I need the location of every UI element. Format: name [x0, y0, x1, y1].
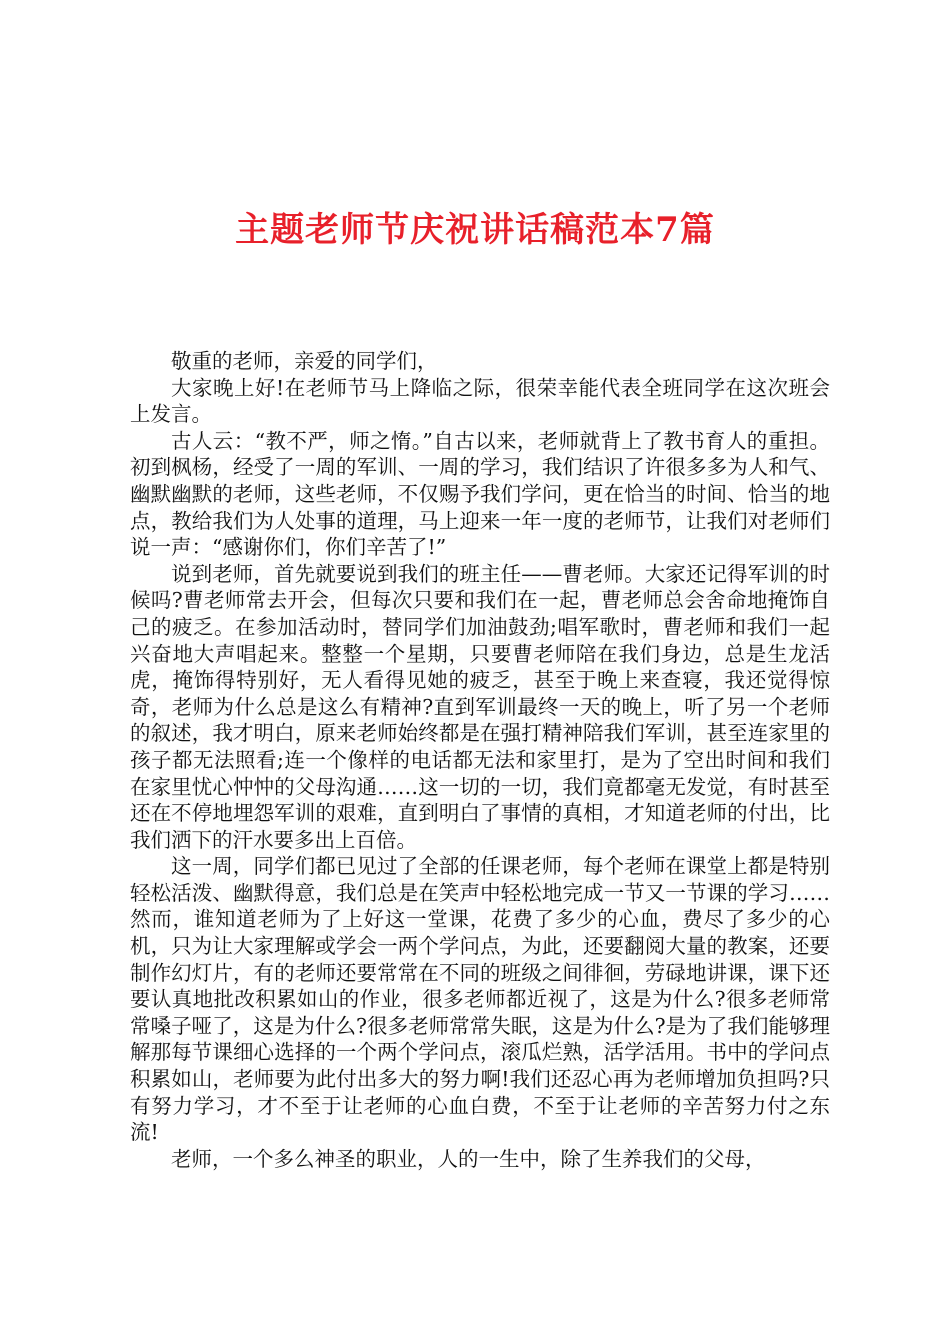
paragraph-ancient-saying: 古人云：“教不严，师之惰。”自古以来，老师就背上了教书育人的重担。初到枫杨，经受了一周的军训、一周的学习，我们结识了许很多多为人和气、幽默幽默的老师，这些老师，不仅赐予我们学问，更在恰当的时间、恰当的地点，教给我们为人处事的道理，马上迎来一年一度的老师节，让我们对老师们说一声：“感谢你们，你们辛苦了!” [130, 428, 830, 560]
paragraph-opening: 大家晚上好!在老师节马上降临之际，很荣幸能代表全班同学在这次班会上发言。 [130, 375, 830, 427]
paragraph-greeting: 敬重的老师，亲爱的同学们， [171, 349, 438, 373]
paragraph-closing-fragment: 老师，一个多么神圣的职业，人的一生中，除了生养我们的父母， [171, 1146, 766, 1171]
document-body [130, 348, 830, 1172]
paragraph-head-teacher: 说到老师，首先就要说到我们的班主任——曹老师。大家还记得军训的时候吗?曹老师常去开会，但每次只要和我们在一起，曹老师总会舍命地掩饰自己的疲乏。在参加活动时，替同学们加油鼓劲;唱军歌时，曹老师和我们一起兴奋地大声唱起来。整整一个星期，只要曹老师陪在我们身边，总是生龙活虎，掩饰得特别好，无人看得见她的疲乏，甚至于晚上来查寝，我还觉得惊奇，老师为什么总是这么有精神?直到军训最终一天的晚上，听了另一个老师的叙述，我才明白，原来老师始终都是在强打精神陪我们军训，甚至连家里的孩子都无法照看;连一个像样的电话都无法和家里打，是为了空出时间和我们在家里忧心忡忡的父母沟通……这一切的一切，我们竟都毫无发觉，有时甚至还在不停地埋怨军训的艰难，直到明白了事情的真相，才知道老师的付出，比我们洒下的汗水要多出上百倍。 [130, 561, 830, 852]
paragraph-subject-teachers: 这一周，同学们都已见过了全部的任课老师，每个老师在课堂上都是特别轻松活泼、幽默得意，我们总是在笑声中轻松地完成一节又一节课的学习……然而，谁知道老师为了上好这一堂课，花费了多少的心血，费尽了多少的心机，只为让大家理解或学会一两个学问点，为此，还要翻阅大量的教案，还要制作幻灯片，有的老师还要常常在不同的班级之间徘徊，劳碌地讲课，课下还要认真地批改积累如山的作业，很多老师都近视了，这是为什么?很多老师常常嗓子哑了，这是为什么?很多老师常常失眠，这是为什么?是为了我们能够理解那每节课细心选择的一个两个学问点，滚瓜烂熟，活学活用。书中的学问点积累如山，老师要为此付出多大的努力啊!我们还忍心再为老师增加负担吗?只有努力学习，才不至于让老师的心血白费，不至于让老师的辛苦努力付之东流! [130, 854, 830, 1145]
document-title: 主题老师节庆祝讲话稿范本7篇 [235, 210, 715, 250]
